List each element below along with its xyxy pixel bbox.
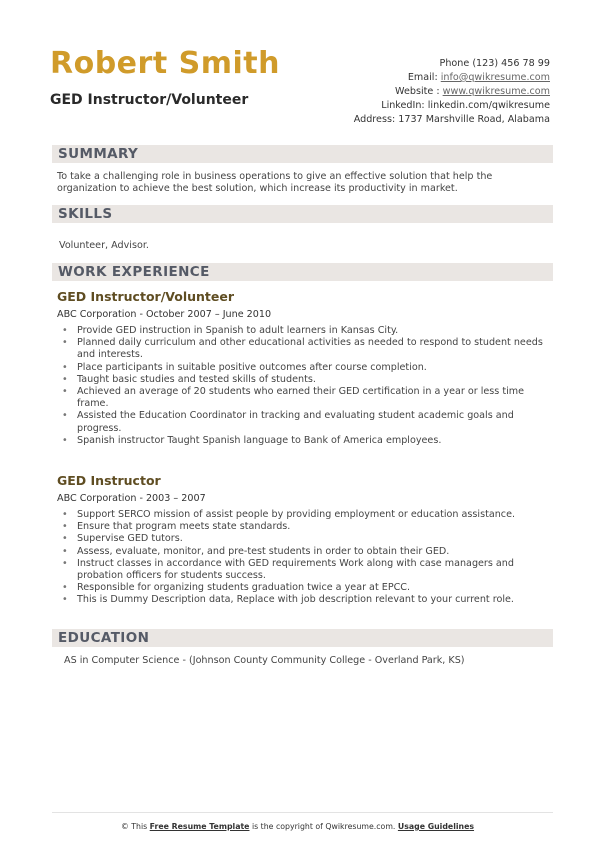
education-heading-bar [52, 629, 553, 647]
list-item: • This is Dummy Description data, Replace with job description relevant to your current role. [57, 594, 547, 606]
skills-text: Volunteer, Advisor. [59, 240, 149, 251]
footer [0, 822, 595, 831]
job-2-title: GED Instructor [57, 473, 161, 488]
address-label: Address: [353, 114, 396, 125]
education-heading: EDUCATION [58, 630, 150, 646]
list-item: • Supervise GED tutors. [57, 533, 547, 545]
list-item: • Planned daily curriculum and other educational activities as needed to respond to student needs and interests. [57, 337, 547, 361]
contact-email [354, 71, 550, 85]
list-item: • Taught basic studies and tested skills of students. [57, 374, 547, 386]
linkedin-label: LinkedIn: [381, 100, 425, 111]
candidate-name: Robert Smith [50, 46, 280, 81]
footer-divider [52, 812, 553, 813]
list-item: • Spanish instructor Taught Spanish language to Bank of America employees. [57, 435, 547, 447]
list-item: • Achieved an average of 20 students who earned their GED certification in a year or less time frame. [57, 386, 547, 410]
linkedin-value: linkedin.com/qwikresume [427, 100, 550, 111]
job-1-title: GED Instructor/Volunteer [57, 289, 235, 304]
summary-heading: SUMMARY [58, 146, 139, 162]
address-value: 1737 Marshville Road, Alabama [398, 114, 550, 125]
usage-guidelines-link[interactable]: Usage Guidelines [397, 822, 475, 831]
candidate-title: GED Instructor/Volunteer [50, 92, 249, 108]
footer-prefix: © This [120, 822, 148, 831]
list-item: • Place participants in suitable positive outcomes after course completion. [57, 362, 547, 374]
phone-value: (123) 456 78 99 [472, 58, 550, 69]
website-label: Website : [395, 86, 440, 97]
list-item: • Assisted the Education Coordinator in tracking and evaluating student academic goals and progress. [57, 410, 547, 434]
education-text: AS in Computer Science - (Johnson County Community College - Overland Park, KS) [64, 655, 465, 666]
list-item: • Support SERCO mission of assist people by providing employment or education assistance. [57, 509, 547, 521]
list-item: • Responsible for organizing students graduation twice a year at EPCC. [57, 582, 547, 594]
summary-text: To take a challenging role in business operations to give an effective solution that help the organization to achieve the best solution, which increase its productivity in market. [57, 171, 493, 195]
skills-heading-bar [52, 205, 553, 223]
email-label: Email: [407, 72, 438, 83]
list-item: • Ensure that program meets state standards. [57, 521, 547, 533]
contact-phone [354, 57, 550, 71]
work-heading: WORK EXPERIENCE [58, 264, 210, 280]
list-item: • Provide GED instruction in Spanish to adult learners in Kansas City. [57, 325, 547, 337]
contact-website [354, 85, 550, 99]
email-link[interactable]: info@qwikresume.com [440, 72, 550, 83]
contact-linkedin [354, 99, 550, 113]
website-link[interactable]: www.qwikresume.com [442, 86, 550, 97]
contact-block [354, 57, 550, 127]
list-item: • Instruct classes in accordance with GED requirements Work along with case managers and probation officers for students success. [57, 558, 547, 582]
list-item: • Assess, evaluate, monitor, and pre-test students in order to obtain their GED. [57, 546, 547, 558]
skills-heading: SKILLS [58, 206, 113, 222]
footer-copyright: is the copyright of Qwikresume.com. [251, 822, 396, 831]
work-heading-bar [52, 263, 553, 281]
contact-address [354, 113, 550, 127]
job-2-bullets [57, 509, 547, 607]
job-2-meta: ABC Corporation - 2003 – 2007 [57, 493, 206, 504]
job-1-meta: ABC Corporation - October 2007 – June 2010 [57, 309, 272, 320]
phone-label: Phone [439, 58, 470, 69]
summary-heading-bar [52, 145, 553, 163]
job-1-bullets [57, 325, 547, 447]
free-resume-template-link[interactable]: Free Resume Template [149, 822, 250, 831]
